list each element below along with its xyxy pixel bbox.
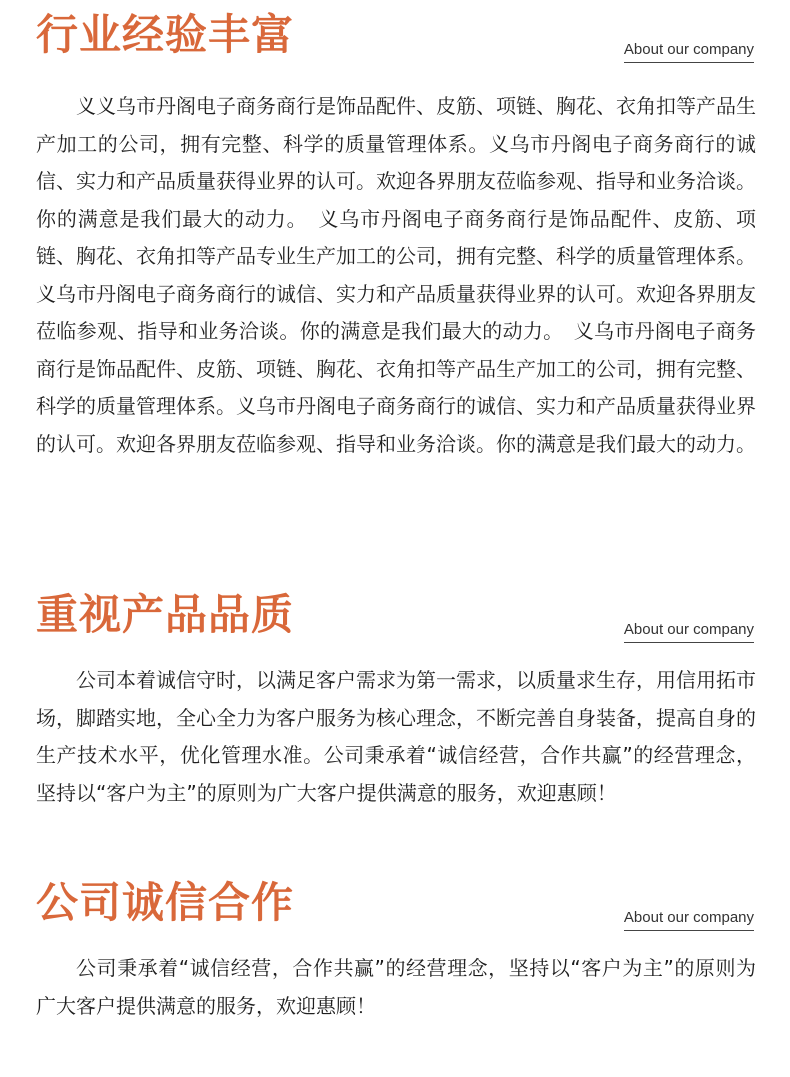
section-title: 公司诚信合作	[36, 878, 295, 927]
section-body: 公司本着诚信守时，以满足客户需求为第一需求，以质量求生存，用信用拓市场，脚踏实地，全心全力为客户服务为核心理念，不断完善自身装备，提高自身的生产技术水平，优化管理水准。公司秉承着“诚信经营，合作共赢”的经营理念，坚持以“客户为主”的原则为广大客户提供满意的服务，欢迎惠顾！	[36, 668, 756, 805]
section-header	[0, 580, 790, 650]
section-header	[0, 868, 790, 938]
section-header	[0, 0, 790, 70]
section-industry-experience	[0, 0, 790, 456]
section-subtitle: About our company	[624, 620, 754, 643]
section-body: 公司秉承着“诚信经营，合作共赢”的经营理念，坚持以“客户为主”的原则为广大客户提供满意的服务，欢迎惠顾！	[36, 956, 756, 1018]
section-title: 行业经验丰富	[36, 10, 295, 59]
section-subtitle: About our company	[624, 908, 754, 931]
section-product-quality	[0, 580, 790, 805]
section-title: 重视产品品质	[36, 590, 295, 639]
section-body: 义义乌市丹阁电子商务商行是饰品配件、皮筋、项链、胸花、衣角扣等产品生产加工的公司，拥有完整、科学的质量管理体系。义乌市丹阁电子商务商行的诚信、实力和产品质量获得业界的认可。欢迎各界朋友莅临参观、指导和业务洽谈。你的满意是我们最大的动力。 义乌市丹阁电子商务商行是饰品配件、皮筋、项链、胸花、衣角扣等产品专业生产加工的公司，拥有完整、科学的质量管理体系。义乌市丹阁电子商务商行的诚信、实力和产品质量获得业界的认可。欢迎各界朋友莅临参观、指导和业务洽谈。你的满意是我们最大的动力。 义乌市丹阁电子商务商行是饰品配件、皮筋、项链、胸花、衣角扣等产品生产加工的公司，拥有完整、科学的质量管理体系。义乌市丹阁电子商务商行的诚信、实力和产品质量获得业界的认可。欢迎各界朋友莅临参观、指导和业务洽谈。你的满意是我们最大的动力。	[36, 94, 756, 456]
section-integrity-cooperation	[0, 868, 790, 1018]
section-subtitle: About our company	[624, 40, 754, 63]
